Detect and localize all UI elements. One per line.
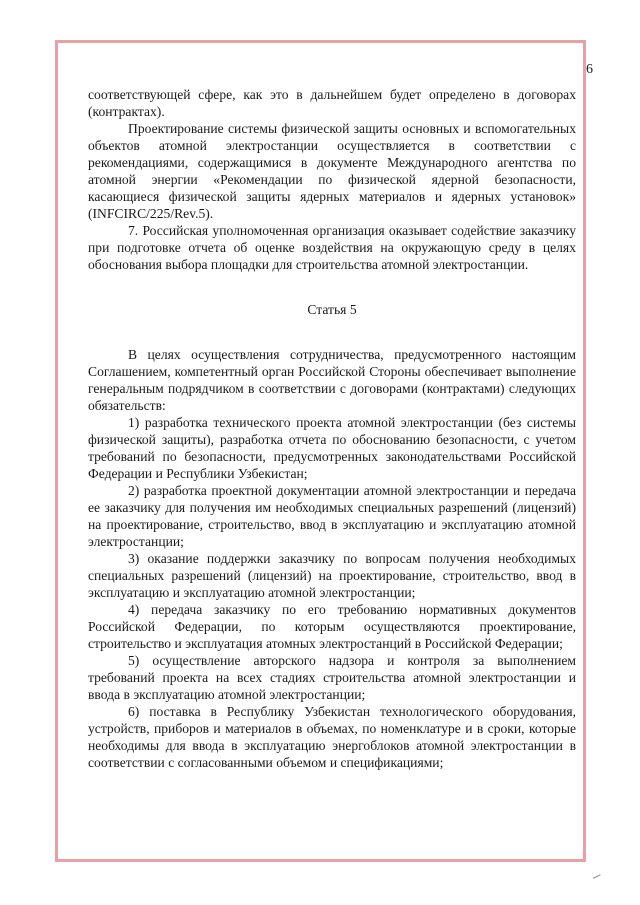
list-item-5: 5) осуществление авторского надзора и контроля за выполнением требований проекта на всех стадиях строительства атомной электростанции и ввода в эксплуатацию атомной электростанции; [88, 653, 576, 702]
paragraph-item-7: 7. Российская уполномоченная организация оказывает содействие заказчику при подготовке отчета об оценке воздействия на окружающую среду в целях обоснования выбора площадки для строительства атомной электростанции. [88, 223, 576, 272]
list-item-1: 1) разработка технического проекта атомной электростанции (без системы физической защиты), разработка отчета по обоснованию безопасности, с учетом требований по безопасности, предусмотренных законодательствами Российской Федерации и Республики Узбекистан; [88, 415, 576, 481]
list-item-2: 2) разработка проектной документации атомной электростанции и передача ее заказчику для получения им необходимых специальных разрешений (лицензий) на проектирование, строительство, ввод в эксплуатацию и эксплуатацию атомной электростанции; [88, 483, 576, 549]
document-body [88, 86, 576, 771]
list-item-4: 4) передача заказчику по его требованию нормативных документов Российской Федерации, по которым осуществляются проектирование, строительство и эксплуатация атомных электростанций в Российской Федерации; [88, 602, 576, 651]
page-number: 6 [586, 62, 593, 77]
article-title: Статья 5 [307, 302, 357, 317]
paragraph-article-intro: В целях осуществления сотрудничества, предусмотренного настоящим Соглашением, компетентный орган Российской Стороны обеспечивает выполнение генеральным подрядчиком в соответствии с договорами (контрактами) следующих обязательств: [88, 347, 576, 413]
list-item-3: 3) оказание поддержки заказчику по вопросам получения необходимых специальных разрешений (лицензий) на проектирование, строительство, ввод в эксплуатацию и эксплуатацию атомной электростанции; [88, 551, 576, 600]
paragraph-physical-protection: Проектирование системы физической защиты основных и вспомогательных объектов атомной электростанции осуществляется в соответствии с рекомендациями, содержащимися в документе Международного агентства по атомной энергии «Рекомендации по физической ядерной безопасности, касающиеся физической защиты ядерных материалов и ядерных установок» (INFCIRC/225/Rev.5). [88, 121, 576, 221]
paragraph-continuation: соответствующей сфере, как это в дальнейшем будет определено в договорах (контрактах). [88, 87, 576, 119]
pen-mark [593, 874, 601, 879]
list-item-6: 6) поставка в Республику Узбекистан технологического оборудования, устройств, приборов и материалов в объемах, по номенклатуре и в сроки, которые необходимы для ввода в эксплуатацию энергоблоков атомной электростанции в соответствии с согласованными объемом и спецификациями; [88, 704, 576, 770]
